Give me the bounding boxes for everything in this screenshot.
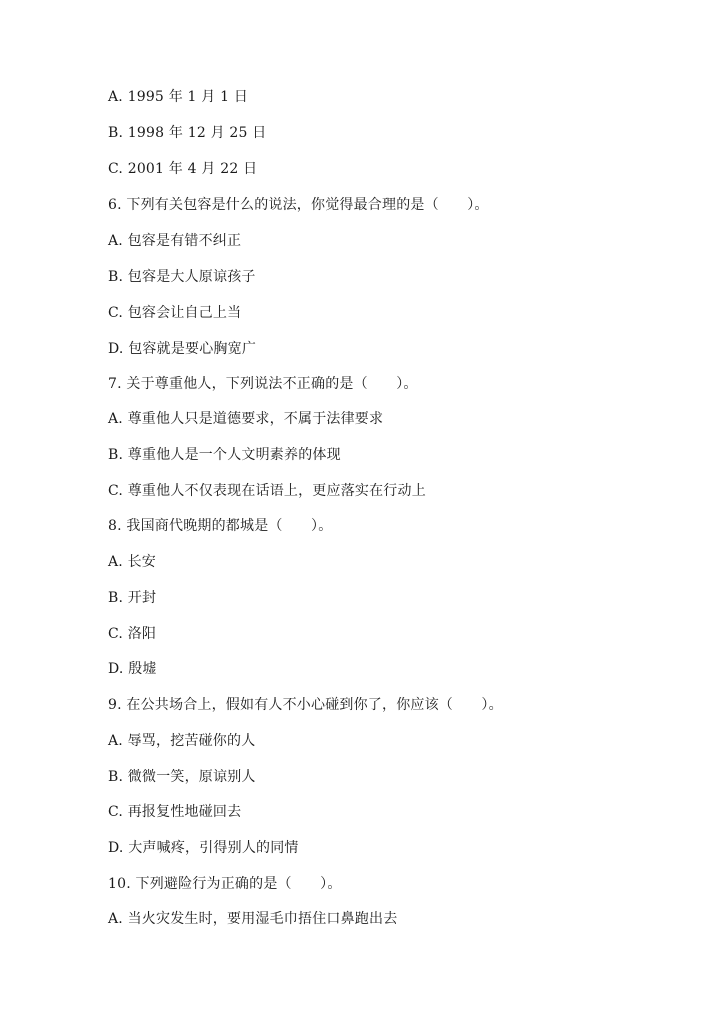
question-7: 7. 关于尊重他人，下列说法不正确的是（ ）。: [108, 376, 418, 392]
q6-option-b: B. 包容是大人原谅孩子: [108, 269, 256, 285]
question-10: 10. 下列避险行为正确的是（ ）。: [108, 876, 342, 892]
q9-option-a: A. 辱骂，挖苦碰你的人: [108, 733, 256, 749]
q5-option-c: C. 2001 年 4 月 22 日: [108, 161, 258, 177]
q8-option-b: B. 开封: [108, 590, 157, 606]
q6-option-d: D. 包容就是要心胸宽广: [108, 341, 257, 357]
q7-option-c: C. 尊重他人不仅表现在话语上，更应落实在行动上: [108, 483, 426, 499]
question-6: 6. 下列有关包容是什么的说法，你觉得最合理的是（ ）。: [108, 197, 489, 213]
q10-option-a: A. 当火灾发生时，要用湿毛巾捂住口鼻跑出去: [108, 911, 398, 927]
q9-option-b: B. 微微一笑，原谅别人: [108, 769, 256, 785]
q8-option-d: D. 殷墟: [108, 661, 157, 677]
q8-option-a: A. 长安: [108, 554, 157, 570]
q9-option-d: D. 大声喊疼，引得别人的同情: [108, 840, 299, 856]
question-8: 8. 我国商代晚期的都城是（ ）。: [108, 518, 333, 534]
q5-option-a: A. 1995 年 1 月 1 日: [108, 89, 249, 105]
q9-option-c: C. 再报复性地碰回去: [108, 804, 242, 820]
question-9: 9. 在公共场合上，假如有人不小心碰到你了，你应该（ ）。: [108, 697, 503, 713]
q5-option-b: B. 1998 年 12 月 25 日: [108, 125, 267, 141]
q7-option-a: A. 尊重他人只是道德要求，不属于法律要求: [108, 411, 384, 427]
q6-option-a: A. 包容是有错不纠正: [108, 233, 242, 249]
q6-option-c: C. 包容会让自己上当: [108, 305, 242, 321]
q8-option-c: C. 洛阳: [108, 626, 157, 642]
q7-option-b: B. 尊重他人是一个人文明素养的体现: [108, 447, 341, 463]
